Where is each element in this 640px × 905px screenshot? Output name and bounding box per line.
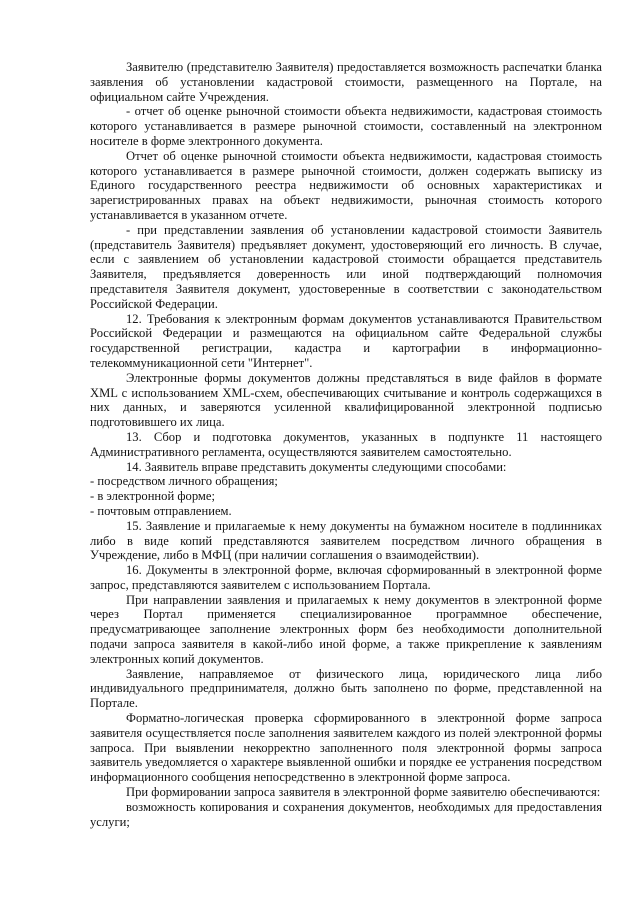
paragraph-application-form: Заявление, направляемое от физического лица, юридического лица либо индивидуального предпринимателя, должно быть заполнено по форме, представленной на Портале. xyxy=(90,666,602,711)
list-item-postal: - почтовым отправлением. xyxy=(90,503,232,518)
list-item-electronic: - в электронной форме; xyxy=(90,489,215,504)
paragraph-copy-save-possibility: возможность копирования и сохранения документов, необходимых для предоставления услуги; xyxy=(90,799,602,829)
paragraph-12-electronic-forms: 12. Требования к электронным формам документов устанавливаются Правительством Российской Федерации и размещаются на официальном сайте Федеральной службы государственной регистрации, кадастра и картографии в информационно-телекоммуникационной сети "Интернет". xyxy=(90,311,602,370)
paragraph-xml-format: Электронные формы документов должны представляться в виде файлов в формате XML с использованием XML-схем, обеспечивающих считывание и контроль содержащихся в них данных, и заверяются усиленной квалифицированной электронной подписью подготовившего их лица. xyxy=(90,370,602,430)
paragraph-15-paper-documents: 15. Заявление и прилагаемые к нему документы на бумажном носителе в подлинниках либо в виде копий представляются заявителем посредством личного обращения в Учреждение, либо в МФЦ (при наличии соглашения о взаимодействии). xyxy=(90,518,602,563)
paragraph-appraisal-report-item: - отчет об оценке рыночной стоимости объекта недвижимости, кадастровая стоимость которого устанавливается в размере рыночной стоимости, составленный на электронном носителе в форме электронного документа. xyxy=(90,104,602,148)
paragraph-13-collection: 13. Сбор и подготовка документов, указанных в подпункте 11 настоящего Административного регламента, осуществляются заявителем самостоятельно. xyxy=(90,429,602,459)
paragraph-format-logical-check: Форматно-логическая проверка сформированного в электронной форме запроса заявителя осуществляется после заполнения заявителем каждого из полей электронной формы запроса. При выявлении некорректно заполненного поля электронной формы запроса заявитель уведомляется о характере выявленной ошибки и порядке ее устранения посредством информационного сообщения непосредственно в электронной форме запроса. xyxy=(90,711,602,785)
paragraph-portal-software: При направлении заявления и прилагаемых к нему документов в электронной форме через Портал применяется специализированное программное обеспечение, предусматривающее заполнение электронных форм без необходимости дополнительной подачи запроса заявителя в какой-либо иной форме, а также прикрепление к заявлениям электронных копий документов. xyxy=(90,592,602,666)
paragraph-identity-document: - при представлении заявления об установлении кадастровой стоимости Заявитель (представитель Заявителя) предъявляет документ, удостоверяющий его личность. В случае, если с заявлением об установлении кадастровой стоимости обращается представитель Заявителя, предъявляется доверенность или иной подтверждающий полномочия представителя Заявителя документ, удостоверенные в соответствии с законодательством Российской Федерации. xyxy=(90,222,602,311)
paragraph-print-form: Заявителю (представителю Заявителя) предоставляется возможность распечатки бланка заявления об установлении кадастровой стоимости, размещенного на Портале, на официальном сайте Учреждения. xyxy=(90,60,602,104)
paragraph-appraisal-report-contents: Отчет об оценке рыночной стоимости объекта недвижимости, кадастровая стоимость которого устанавливается в размере рыночной стоимости, должен содержать выписку из Единого государственного реестра недвижимости об основных характеристиках и зарегистрированных правах на объект недвижимости, рыночная стоимость которого устанавливается в указанном отчете. xyxy=(90,148,602,222)
paragraph-16-electronic-documents: 16. Документы в электронной форме, включая сформированный в электронной форме запрос, представляются заявителем с использованием Портала. xyxy=(90,563,602,592)
document-page xyxy=(90,60,602,829)
paragraph-14-submission-methods: 14. Заявитель вправе представить документы следующими способами: xyxy=(126,459,507,474)
paragraph-request-forming: При формировании запроса заявителя в электронной форме заявителю обеспечиваются: xyxy=(126,785,601,800)
list-item-personal: - посредством личного обращения; xyxy=(90,474,278,489)
